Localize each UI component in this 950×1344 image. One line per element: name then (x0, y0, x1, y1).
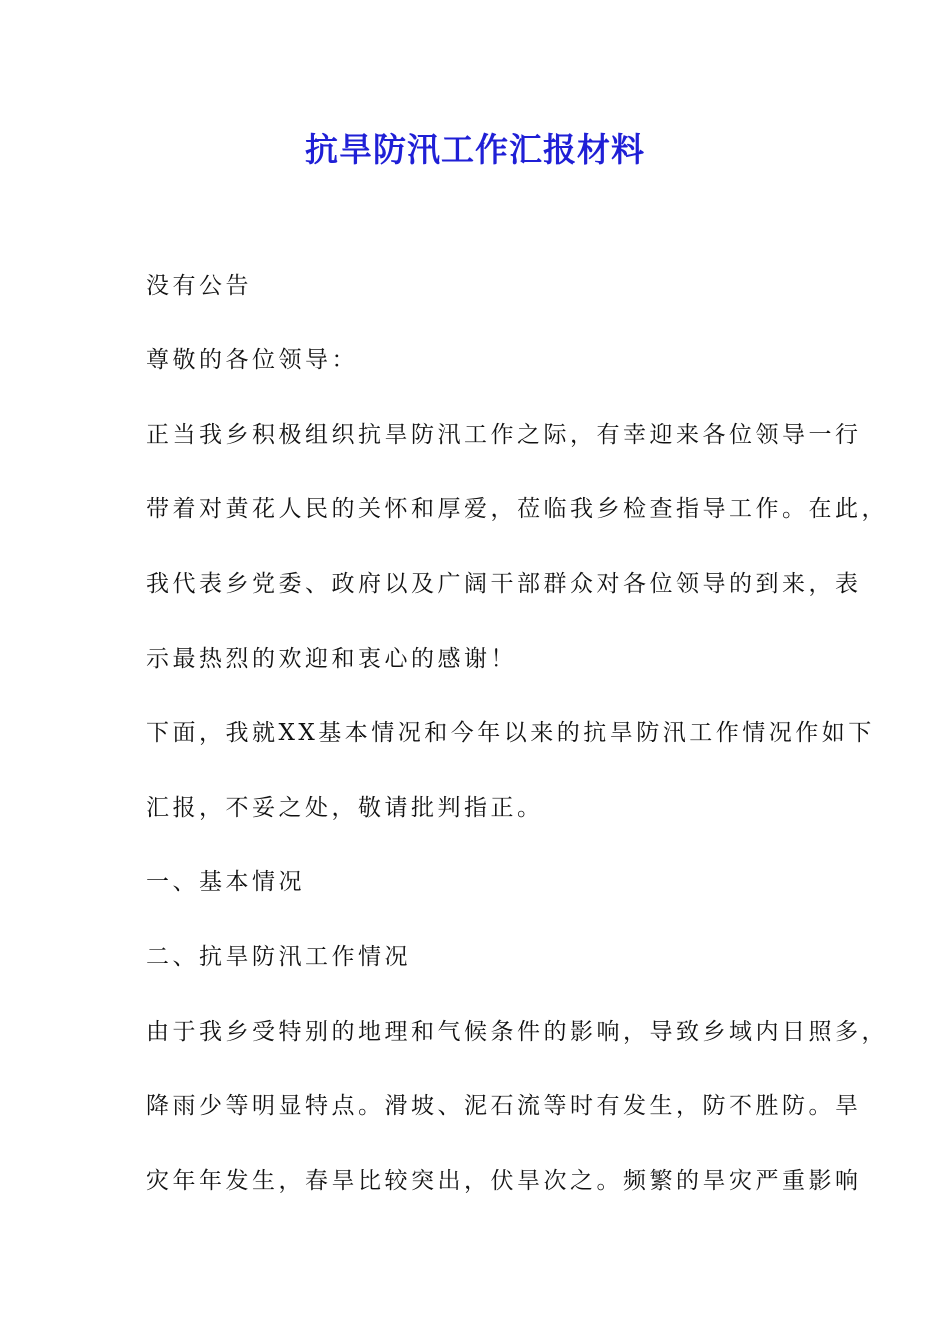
body-line: 汇报，不妥之处，敬请批判指正。 (146, 795, 544, 821)
body-line: 示最热烈的欢迎和衷心的感谢！ (146, 646, 517, 672)
body-line: 灾年年发生，春旱比较突出，伏旱次之。频繁的旱灾严重影响 (146, 1168, 862, 1194)
body-line: 带着对黄花人民的关怀和厚爱，莅临我乡检查指导工作。在此， (146, 496, 888, 522)
notice-line: 没有公告 (146, 273, 252, 299)
body-line: 降雨少等明显特点。滑坡、泥石流等时有发生，防不胜防。旱 (146, 1093, 862, 1119)
body-line: 我代表乡党委、政府以及广阔干部群众对各位领导的到来，表 (146, 571, 862, 597)
document-title: 抗旱防汛工作汇报材料 (305, 130, 645, 169)
section-heading-work: 二、抗旱防汛工作情况 (146, 944, 411, 970)
body-line: 正当我乡积极组织抗旱防汛工作之际，有幸迎来各位领导一行 (146, 422, 862, 448)
salutation-line: 尊敬的各位领导： (146, 347, 358, 373)
body-line: 下面，我就XX基本情况和今年以来的抗旱防汛工作情况作如下 (146, 720, 875, 746)
section-heading-basic: 一、基本情况 (146, 869, 305, 895)
body-line: 由于我乡受特别的地理和气候条件的影响，导致乡域内日照多， (146, 1019, 888, 1045)
